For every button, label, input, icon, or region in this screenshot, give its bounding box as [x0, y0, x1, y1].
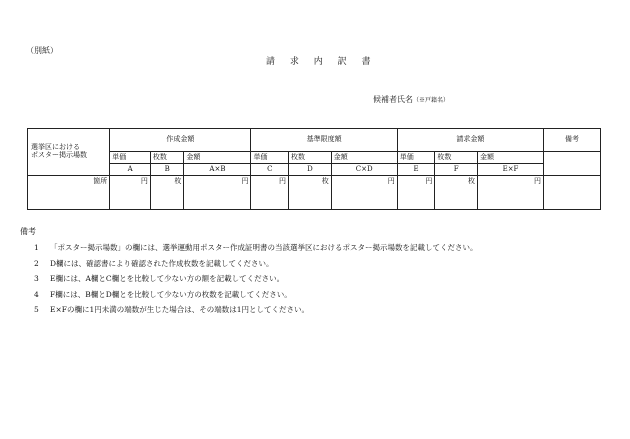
unit-yen: 円	[534, 177, 542, 185]
table-data-row	[28, 176, 601, 210]
cell-cd[interactable]	[331, 176, 397, 210]
amount-label-ef: 金額	[477, 152, 543, 164]
production-amount-header: 作成金額	[110, 129, 251, 152]
letter-cd: C×D	[331, 164, 397, 176]
amount-label-ab: 金額	[184, 152, 251, 164]
poster-count-header-line1: 選挙区における	[31, 143, 80, 152]
table-sublabel-row	[28, 152, 601, 164]
cell-c[interactable]	[251, 176, 289, 210]
count-label-f: 枚数	[435, 152, 478, 164]
remark-text: F欄には、B欄とD欄とを比較して少ない方の枚数を記載してください。	[50, 289, 292, 299]
remark-text: 「ポスター掲示場数」の欄には、選挙運動用ポスター作成証明書の当該選挙区におけるポスター掲示場数を記載してください。	[50, 243, 478, 252]
candidate-label: 候補者氏名	[373, 95, 413, 104]
unit-sheets: 枚	[467, 177, 475, 185]
letter-f: F	[435, 164, 478, 176]
letter-e: E	[397, 164, 435, 176]
remark-number: 4	[34, 289, 39, 299]
location-count-cell[interactable]	[28, 176, 110, 210]
cell-e[interactable]	[397, 176, 435, 210]
letter-a: A	[110, 164, 151, 176]
count-label-b: 枚数	[150, 152, 184, 164]
cell-d[interactable]	[289, 176, 332, 210]
letter-d: D	[289, 164, 332, 176]
table-header-row	[28, 129, 601, 152]
letter-ab: A×B	[184, 164, 251, 176]
cell-ef[interactable]	[477, 176, 543, 210]
unit-price-label-c: 単価	[251, 152, 289, 164]
remarks-list	[34, 240, 478, 318]
remark-item	[34, 271, 478, 287]
remarks-title: 備考	[20, 227, 36, 236]
cell-f[interactable]	[435, 176, 478, 210]
claim-amount-header: 請求金額	[397, 129, 543, 152]
candidate-note: （※戸籍名）	[413, 97, 450, 104]
attachment-label: （別紙）	[26, 46, 58, 55]
remark-number: 5	[34, 305, 39, 315]
remark-number: 1	[34, 243, 39, 252]
remarks-header-blank	[544, 152, 601, 176]
remark-number: 3	[34, 274, 39, 284]
remark-text: E×Fの欄に1円未満の端数が生じた場合は、その端数は1円としてください。	[50, 305, 310, 315]
remark-item	[34, 240, 478, 256]
unit-sheets: 枚	[174, 177, 182, 185]
remark-item	[34, 287, 478, 303]
unit-sheets: 枚	[321, 177, 329, 185]
location-unit: 箇所	[93, 177, 108, 185]
remark-number: 2	[34, 258, 39, 268]
breakdown-table	[27, 128, 601, 210]
amount-label-cd: 金額	[331, 152, 397, 164]
unit-yen: 円	[279, 177, 287, 185]
letter-ef: E×F	[477, 164, 543, 176]
unit-yen: 円	[241, 177, 249, 185]
limit-amount-header: 基準限度額	[251, 129, 397, 152]
cell-b[interactable]	[150, 176, 184, 210]
table-letter-row	[28, 164, 601, 176]
unit-yen: 円	[140, 177, 148, 185]
count-label-d: 枚数	[289, 152, 332, 164]
poster-count-header-line2: ポスター掲示場数	[31, 151, 87, 159]
poster-count-header	[28, 129, 110, 176]
cell-ab[interactable]	[184, 176, 251, 210]
remark-text: D欄には、確認書により確認された作成枚数を記載してください。	[50, 258, 274, 268]
remark-text: E欄には、A欄とC欄とを比較して少ない方の額を記載してください。	[50, 274, 285, 284]
document-title: 請 求 内 訳 書	[266, 57, 377, 67]
unit-price-label-e: 単価	[397, 152, 435, 164]
unit-price-label-a: 単価	[110, 152, 151, 164]
letter-c: C	[251, 164, 289, 176]
cell-a[interactable]	[110, 176, 151, 210]
remark-item	[34, 256, 478, 272]
letter-b: B	[150, 164, 184, 176]
unit-yen: 円	[425, 177, 433, 185]
remarks-cell[interactable]	[544, 176, 601, 210]
remarks-column-header: 備考	[544, 129, 601, 152]
remark-item	[34, 302, 478, 318]
unit-yen: 円	[387, 177, 395, 185]
candidate-name-label	[373, 94, 449, 105]
